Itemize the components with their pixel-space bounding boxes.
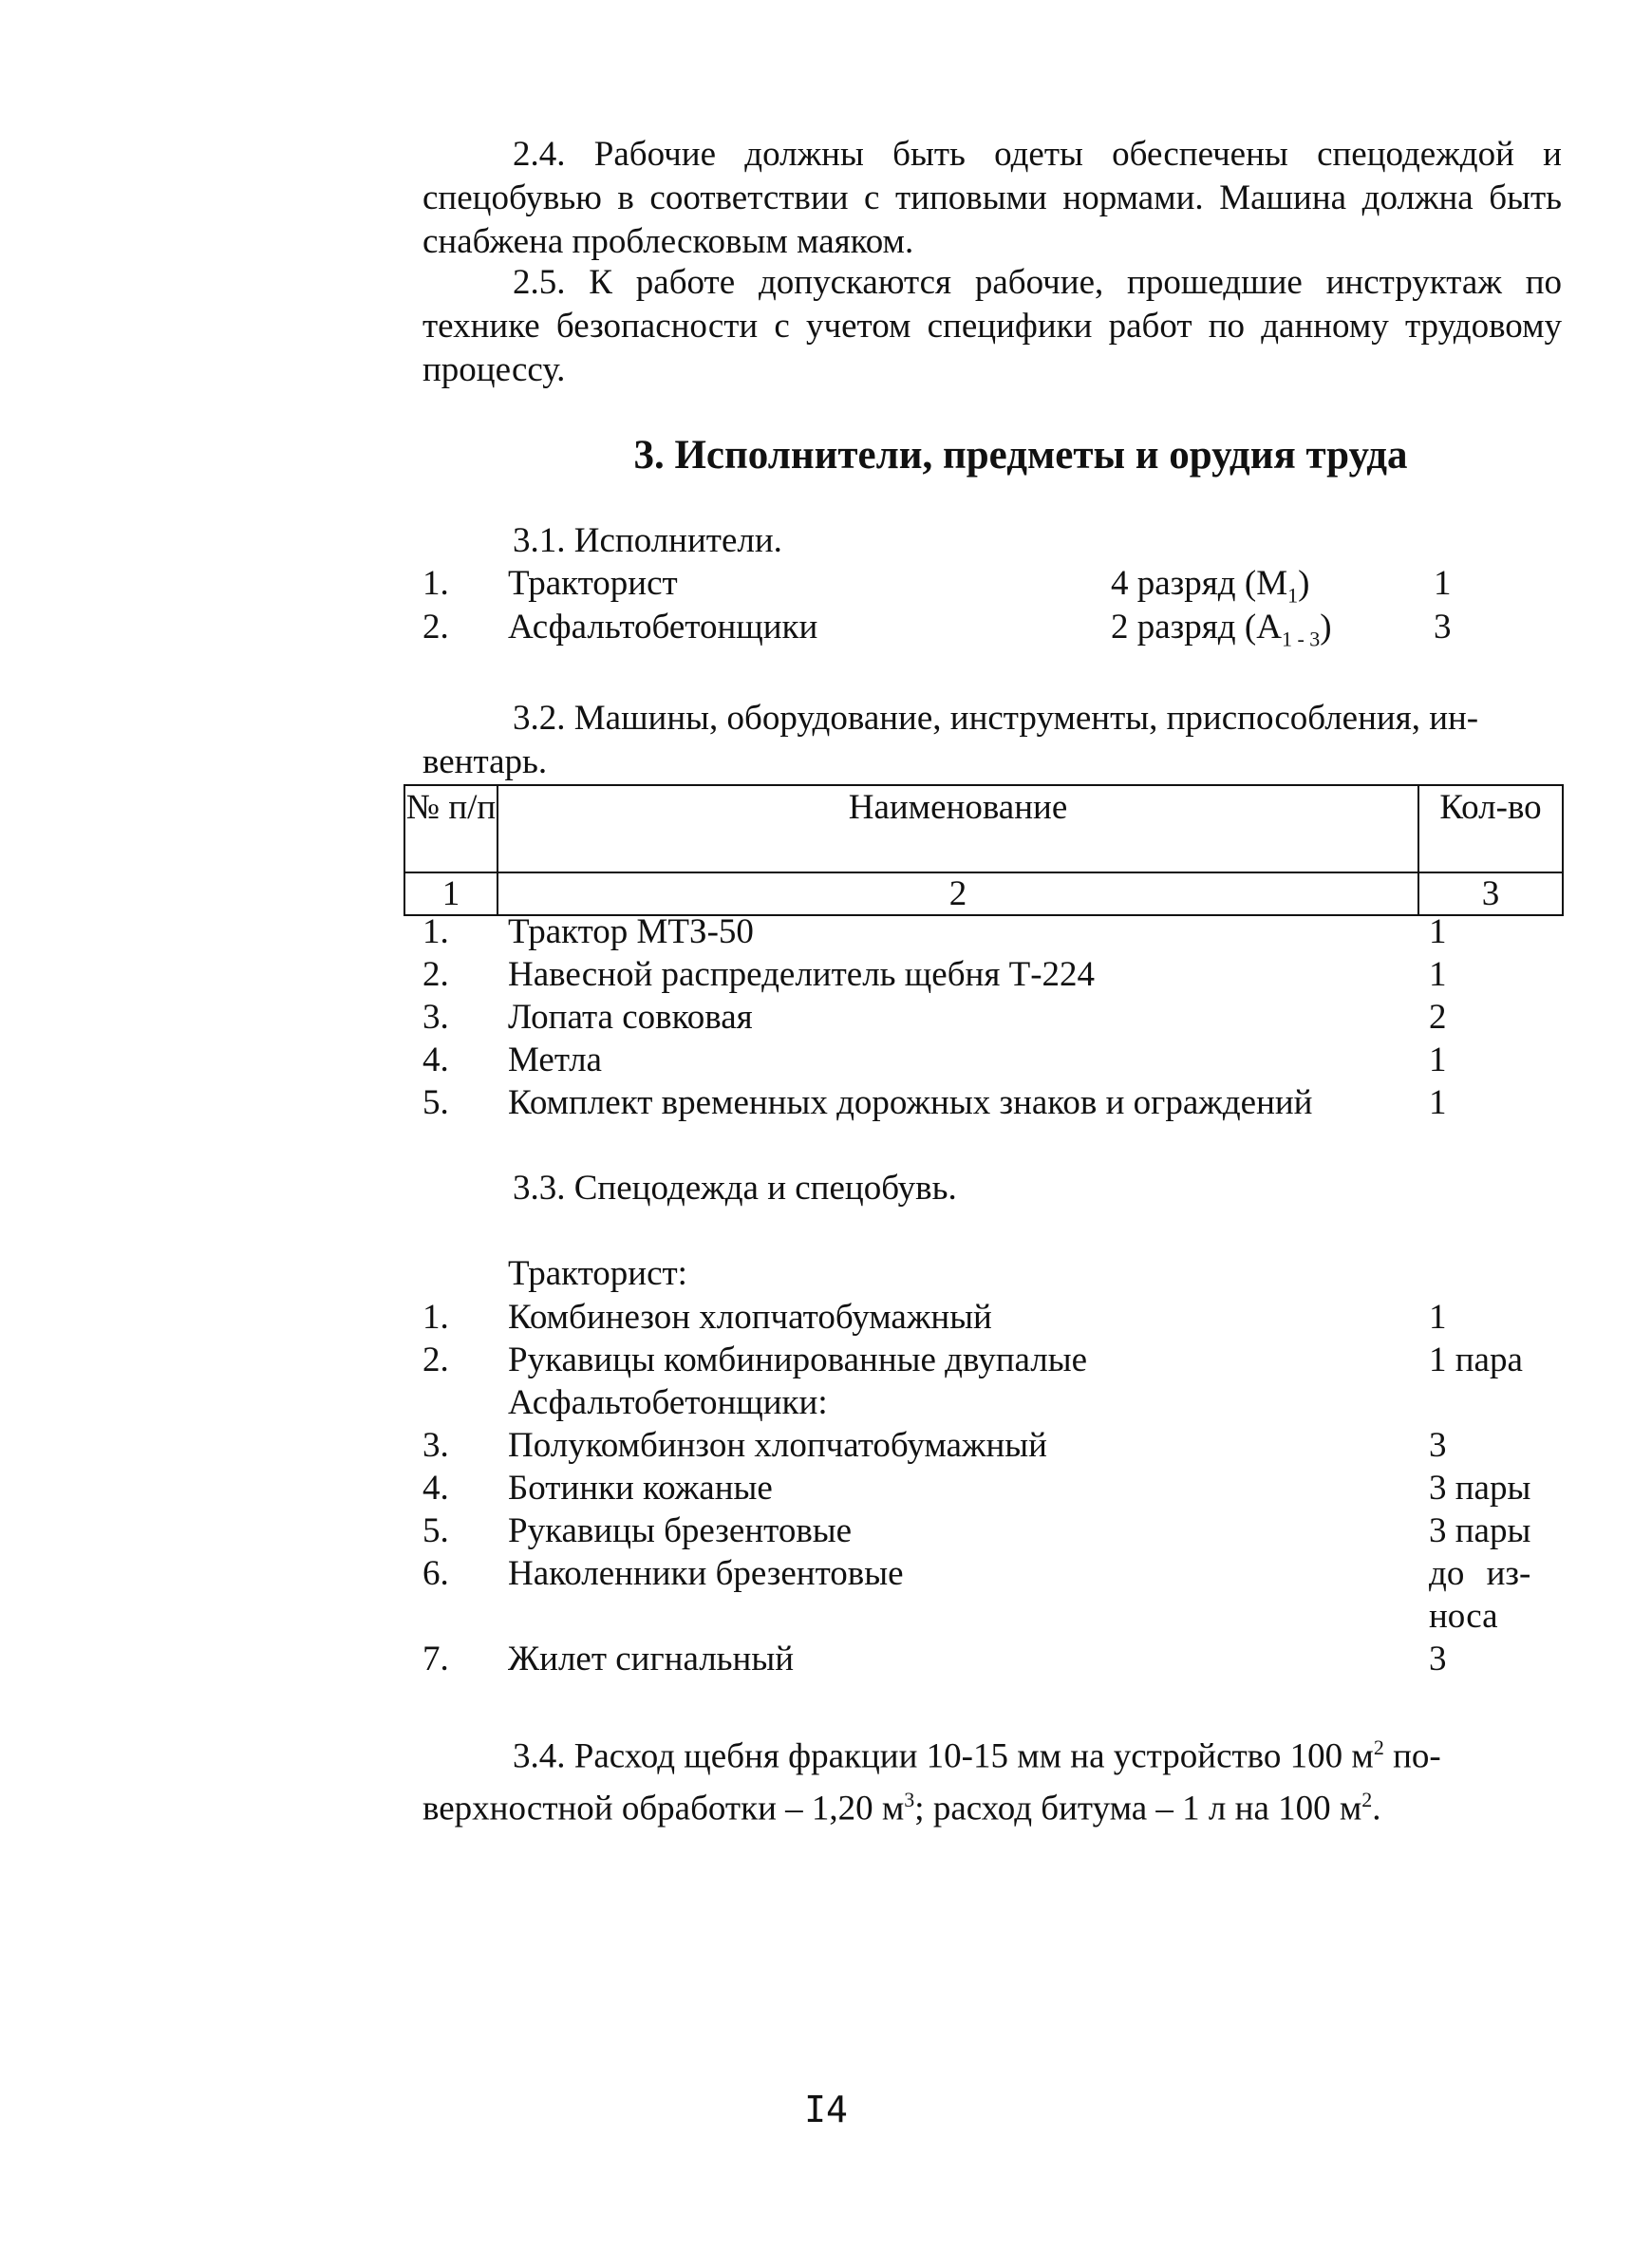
item-number: 5. xyxy=(422,1511,449,1550)
worker-qty: 1 xyxy=(1434,564,1452,603)
worker-row xyxy=(422,563,1619,607)
item-qty: 1 xyxy=(1429,1041,1447,1079)
item-number: 2. xyxy=(422,608,449,647)
item-name: Метла xyxy=(508,1041,602,1079)
subsection-3-2-continued: вентарь. xyxy=(422,742,548,781)
subsection-3-2: 3.2. Машины, оборудование, инструменты, приспособления, ин- xyxy=(513,699,1479,738)
item-name: Навесной распределитель щебня Т-224 xyxy=(508,955,1096,994)
item-number: 3. xyxy=(422,998,449,1037)
item-name: Жилет сигнальный xyxy=(508,1640,795,1678)
group-label: Тракторист: xyxy=(508,1254,687,1293)
item-name: Рукавицы комбинированные двупалые xyxy=(508,1341,1087,1379)
clothing-row xyxy=(422,1553,1619,1597)
clothing-row xyxy=(422,1639,1619,1682)
item-qty: 3 xyxy=(1429,1640,1447,1678)
item-qty: 1 xyxy=(1429,955,1447,994)
paragraph-3-4: 3.4. Расход щебня фракции 10-15 мм на устройство 100 $м^2$ по- верхностной обработки – 1,20 $м^3$; расход битума – 1 л на 100 $м^2$. xyxy=(422,1735,1441,1828)
clothing-row xyxy=(422,1468,1619,1511)
worker-grade: 2 разряд $(А_{1 - 3})$ xyxy=(1111,608,1332,651)
subsection-3-3: 3.3. Спецодежда и спецобувь. xyxy=(513,1169,957,1208)
worker-grade: 4 разряд $(М_1)$ xyxy=(1111,564,1310,608)
clothing-row xyxy=(422,1297,1619,1341)
clothing-row-continued xyxy=(422,1596,1619,1640)
item-name: Ботинки кожаные xyxy=(508,1469,773,1508)
worker-row xyxy=(422,607,1619,650)
worker-name: Тракторист xyxy=(508,564,678,603)
col-header-name: Наименование xyxy=(497,785,1418,872)
item-name: Комбинезон хлопчатобумажный xyxy=(508,1298,992,1337)
item-qty: 1 xyxy=(1429,912,1447,951)
item-number: 2. xyxy=(422,1341,449,1379)
col-header-qty: Кол-во xyxy=(1418,785,1563,872)
section-heading: 3. Исполнители, предметы и орудия труда xyxy=(633,433,1408,478)
equipment-row xyxy=(422,911,1619,955)
item-qty: 3 xyxy=(1429,1426,1447,1465)
equipment-row xyxy=(422,1082,1619,1126)
clothing-row xyxy=(422,1340,1619,1383)
clothing-row xyxy=(422,1425,1619,1469)
item-number: 4. xyxy=(422,1469,449,1508)
item-qty: 2 xyxy=(1429,998,1447,1037)
item-qty: 1 xyxy=(1429,1083,1447,1122)
equipment-row xyxy=(422,997,1619,1041)
group-label-asphalt xyxy=(422,1382,1619,1426)
item-qty: 1 пара xyxy=(1429,1341,1523,1379)
equipment-row xyxy=(422,1040,1619,1083)
worker-qty: 3 xyxy=(1434,608,1452,647)
col-index-2: 2 xyxy=(497,872,1418,915)
paragraph-2-4: 2.4. Рабочие должны быть одеты обеспечены спецодеждой и спецобувью в соответствии с типовыми нормами. Машина должна быть снабжена проблесковым маяком. xyxy=(422,135,1562,261)
clothing-row xyxy=(422,1510,1619,1554)
col-index-1: 1 xyxy=(404,872,497,915)
paragraph-2-5: 2.5. К работе допускаются рабочие, прошедшие инструктаж по технике безопасности с учетом специфики работ по данному трудовому процессу. xyxy=(422,263,1562,389)
item-number: 1. xyxy=(422,564,449,603)
item-qty-continued: носа xyxy=(1429,1597,1498,1636)
group-label-tractor xyxy=(422,1253,1619,1297)
item-qty: 1 xyxy=(1429,1298,1447,1337)
col-header-number: № п/п xyxy=(404,785,497,872)
item-name: Рукавицы брезентовые xyxy=(508,1511,853,1550)
group-label: Асфальтобетонщики: xyxy=(508,1383,828,1422)
item-qty: до из- xyxy=(1429,1554,1531,1593)
item-number: 4. xyxy=(422,1041,449,1079)
item-number: 5. xyxy=(422,1083,449,1122)
worker-name: Асфальтобетонщики xyxy=(508,608,818,647)
item-number: 7. xyxy=(422,1640,449,1678)
item-number: 6. xyxy=(422,1554,449,1593)
item-number: 1. xyxy=(422,1298,449,1337)
item-name: Полукомбинзон хлопчатобумажный xyxy=(508,1426,1047,1465)
item-name: Трактор МТЗ-50 xyxy=(508,912,754,951)
item-number: 1. xyxy=(422,912,449,951)
item-name: Комплект временных дорожных знаков и ограждений xyxy=(508,1083,1313,1122)
equipment-table-header xyxy=(404,784,1564,916)
page-number: I4 xyxy=(804,2089,848,2130)
col-index-3: 3 xyxy=(1418,872,1563,915)
item-name: Лопата совковая xyxy=(508,998,753,1037)
equipment-row xyxy=(422,954,1619,998)
item-qty: 3 пары xyxy=(1429,1511,1531,1550)
item-number: 2. xyxy=(422,955,449,994)
item-name: Наколенники брезентовые xyxy=(508,1554,904,1593)
subsection-3-1: 3.1. Исполнители. xyxy=(513,521,782,560)
item-number: 3. xyxy=(422,1426,449,1465)
item-qty: 3 пары xyxy=(1429,1469,1531,1508)
